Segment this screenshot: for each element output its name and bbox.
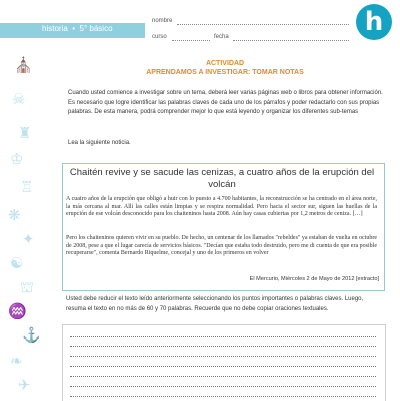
course-field[interactable] <box>172 40 210 41</box>
answer-line[interactable] <box>70 336 376 337</box>
page-title: APRENDAMOS A INVESTIGAR: TOMAR NOTAS <box>146 69 304 76</box>
answer-line[interactable] <box>70 376 376 377</box>
news-paragraph-2: Pero los chaiteninos quieren vivir en su pueblo. De hecho, un centenar de los llamados "rebeldes" ya estaban de vuelta en octubre de 2008, pese a que el lugar carecía de servicios básicos. "Decían que estaba todo destruido, pero me di cuenta de que era posible recuperarse", comenta Bernardo Riquelme, concejal y uno de los primeros en volver <box>66 235 377 257</box>
plane-icon: ✈ <box>18 377 31 394</box>
news-source: El Mercurio, Miércoles 2 de Mayo de 2012 [extracto] <box>249 276 379 282</box>
decorative-sidebar <box>0 0 55 400</box>
bell-icon: ♒ <box>8 303 27 320</box>
crown-icon: ♔ <box>10 151 24 168</box>
logo <box>356 4 392 40</box>
answer-line[interactable] <box>70 356 376 357</box>
date-field[interactable] <box>233 40 349 41</box>
answer-line[interactable] <box>70 396 376 397</box>
anchor-icon: ⚓ <box>22 327 41 344</box>
intro-paragraph: Cuando usted comience a investigar sobre un tema, deberá leer varias páginas web o libros para obtener información. Es necesario que logre identificar las palabras claves de cada uno de los párrafos y poder redactarlo con sus propias palabras. De esta manera, podrá comprender mejor lo que está leyendo y organizar los diferentes sub-temas <box>68 90 383 115</box>
tower-icon: ♖ <box>20 179 34 196</box>
course-label: curso <box>152 34 167 40</box>
news-title: Chaitén revive y se sacude las cenizas, a cuatro años de la erupción del volcán <box>69 167 375 190</box>
skull-icon: ☠ <box>12 91 26 108</box>
task-instruction: Usted debe reducir el texto leído anteriormente seleccionando los puntos importantes o palabras claves. Luego, resuma el texto en no más de 60 y 70 palabras. Recuerde que no debe copiar oraciones textuales. <box>66 296 364 312</box>
activity-title: ACTIVIDAD <box>205 60 245 67</box>
church-icon: ⛫ <box>20 279 34 296</box>
building-icon: ⛪ <box>14 57 33 74</box>
date-label: fecha <box>214 34 229 40</box>
subject-name: historia <box>42 24 68 33</box>
feather-icon: ❧ <box>10 353 23 370</box>
star-icon: ✦ <box>22 231 35 248</box>
compass-icon: ❋ <box>8 207 21 224</box>
answer-line[interactable] <box>70 366 376 367</box>
worksheet-header <box>0 0 400 50</box>
answer-line[interactable] <box>70 386 376 387</box>
answer-line[interactable] <box>70 346 376 347</box>
logo-letter: h <box>364 7 384 37</box>
fish-icon: ☯ <box>10 255 24 272</box>
read-instruction: Lea la siguiente noticia. <box>68 140 131 146</box>
subject-label <box>42 24 113 33</box>
bullet-separator: • <box>70 24 78 33</box>
name-field[interactable] <box>177 24 349 25</box>
name-label: nombre <box>152 18 173 24</box>
grade-label: 5° básico <box>79 24 113 33</box>
castle-icon: ♜ <box>18 125 32 142</box>
news-paragraph-1: A cuatro años de la erupción que obligó a huir con lo puesto a 4.700 habitantes, la reconstrucción se ha centrado en el área norte, la más cercana al mar. Allí las calles están limpias y se respira normalidad. Pero hacia el sector sur, siguen las huellas de la erupción de ese volcán desconocido para los chaiteninos hasta 2008. Aún hay casas cubiertas por 1,2 metros de ceniza. […] <box>66 196 377 218</box>
